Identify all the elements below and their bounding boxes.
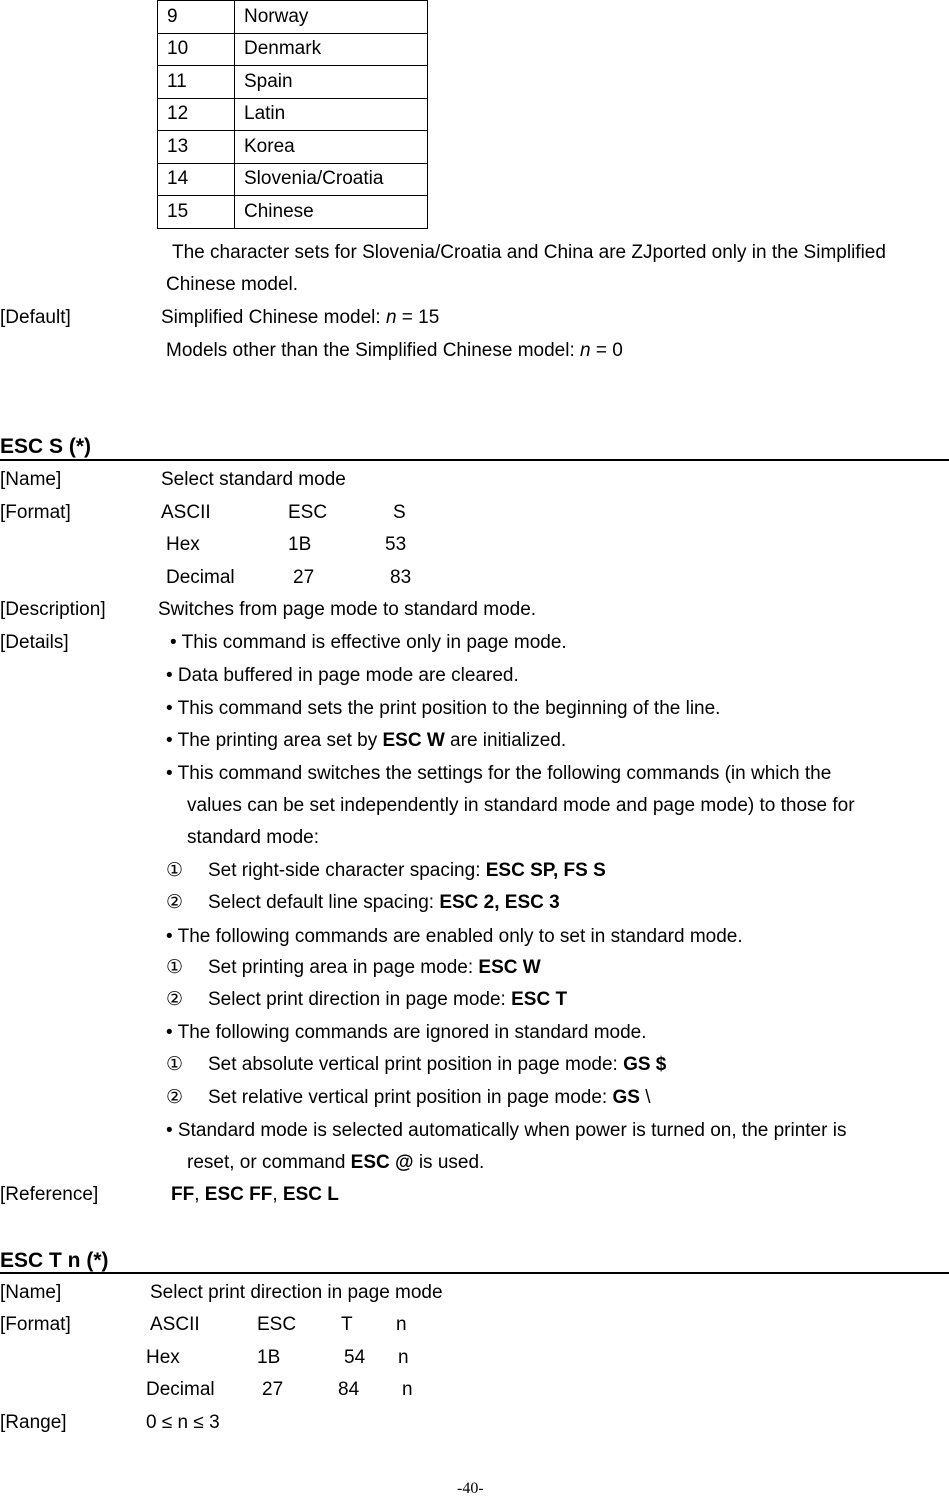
note-line: Chinese model. [166, 274, 299, 295]
section-heading-esc-t: ESC T n (*) [0, 1249, 109, 1272]
detail-continuation: values can be set independently in standard mode and page mode) to those for [187, 795, 855, 816]
description-text: Switches from page mode to standard mode. [158, 599, 537, 620]
charset-table [157, 0, 428, 229]
sub-item: Set relative vertical print position in page mode: GS \ [208, 1087, 651, 1108]
heading-rule [0, 1272, 949, 1274]
circled-number: ① [166, 860, 184, 881]
table-cell: Spain [235, 66, 428, 99]
format-cell: n [398, 1347, 409, 1368]
description-label: [Description] [0, 599, 106, 620]
detail-item: • This command is effective only in page mode. [170, 632, 567, 653]
circled-number: ① [166, 957, 184, 978]
sub-item: Set right-side character spacing: ESC SP, FS S [208, 860, 606, 881]
table-cell: 12 [158, 98, 235, 131]
format-cell: ESC [288, 502, 328, 523]
table-cell: 13 [158, 131, 235, 164]
range-label: [Range] [0, 1412, 67, 1433]
command-name: Select standard mode [161, 469, 346, 490]
table-cell: Norway [235, 1, 428, 34]
table-cell: 14 [158, 163, 235, 196]
table-row [158, 66, 428, 99]
range-value: 0 ≤ n ≤ 3 [146, 1412, 220, 1433]
circled-number: ① [166, 1054, 184, 1075]
sub-item: Set absolute vertical print position in page mode: GS $ [208, 1054, 667, 1075]
format-cell: ESC [257, 1314, 297, 1335]
sub-item: Set printing area in page mode: ESC W [208, 957, 541, 978]
table-cell: Latin [235, 98, 428, 131]
page-number: -40- [457, 1480, 484, 1497]
detail-item: • The printing area set by ESC W are initialized. [166, 730, 567, 751]
details-label: [Details] [0, 632, 69, 653]
detail-item: • The following commands are ignored in standard mode. [166, 1022, 647, 1043]
detail-continuation: standard mode: [187, 827, 320, 848]
table-cell: Chinese [235, 196, 428, 229]
default-line: Models other than the Simplified Chinese model: n = 0 [166, 340, 623, 361]
format-label: [Format] [0, 1314, 71, 1335]
note-line: The character sets for Slovenia/Croatia and China are ZJported only in the Simplified [172, 242, 886, 263]
format-cell: Decimal [146, 1379, 215, 1400]
table-row [158, 131, 428, 164]
table-row [158, 163, 428, 196]
table-row [158, 196, 428, 229]
table-cell: Korea [235, 131, 428, 164]
heading-rule [0, 459, 949, 461]
format-cell: 53 [385, 534, 407, 555]
sub-item: Select print direction in page mode: ESC T [208, 989, 568, 1010]
default-line: Simplified Chinese model: n = 15 [161, 307, 440, 328]
table-row [158, 33, 428, 66]
format-cell: T [341, 1314, 353, 1335]
table-cell: 10 [158, 33, 235, 66]
format-cell: S [393, 502, 406, 523]
detail-continuation: reset, or command ESC @ is used. [187, 1152, 485, 1173]
detail-item: • This command sets the print position to the beginning of the line. [166, 698, 721, 719]
table-cell: 15 [158, 196, 235, 229]
command-name: Select print direction in page mode [150, 1282, 443, 1303]
reference-list: FF, ESC FF, ESC L [171, 1184, 339, 1205]
format-cell: ASCII [150, 1314, 200, 1335]
format-cell: 54 [344, 1347, 366, 1368]
table-cell: 11 [158, 66, 235, 99]
format-cell: n [396, 1314, 407, 1335]
format-cell: 27 [262, 1379, 284, 1400]
format-cell: n [402, 1379, 413, 1400]
format-label: [Format] [0, 502, 71, 523]
detail-item: • Data buffered in page mode are cleared. [166, 665, 519, 686]
name-label: [Name] [0, 1282, 62, 1303]
format-cell: 83 [390, 567, 412, 588]
default-label: [Default] [0, 307, 71, 328]
detail-item: • Standard mode is selected automatically when power is turned on, the printer is [166, 1120, 847, 1141]
table-cell: 9 [158, 1, 235, 34]
format-cell: ASCII [161, 502, 211, 523]
circled-number: ② [166, 892, 184, 913]
format-cell: Hex [146, 1347, 180, 1368]
detail-item: • This command switches the settings for the following commands (in which the [166, 763, 832, 784]
reference-label: [Reference] [0, 1184, 99, 1205]
name-label: [Name] [0, 469, 62, 490]
circled-number: ② [166, 989, 184, 1010]
format-cell: 27 [293, 567, 315, 588]
format-cell: 1B [288, 534, 312, 555]
table-cell: Denmark [235, 33, 428, 66]
circled-number: ② [166, 1087, 184, 1108]
section-heading-esc-s: ESC S (*) [0, 435, 92, 458]
table-row [158, 1, 428, 34]
format-cell: 84 [338, 1379, 360, 1400]
detail-item: • The following commands are enabled only to set in standard mode. [166, 926, 743, 947]
table-cell: Slovenia/Croatia [235, 163, 428, 196]
sub-item: Select default line spacing: ESC 2, ESC 3 [208, 892, 560, 913]
format-cell: 1B [257, 1347, 281, 1368]
table-row [158, 98, 428, 131]
format-cell: Hex [166, 534, 200, 555]
format-cell: Decimal [166, 567, 235, 588]
